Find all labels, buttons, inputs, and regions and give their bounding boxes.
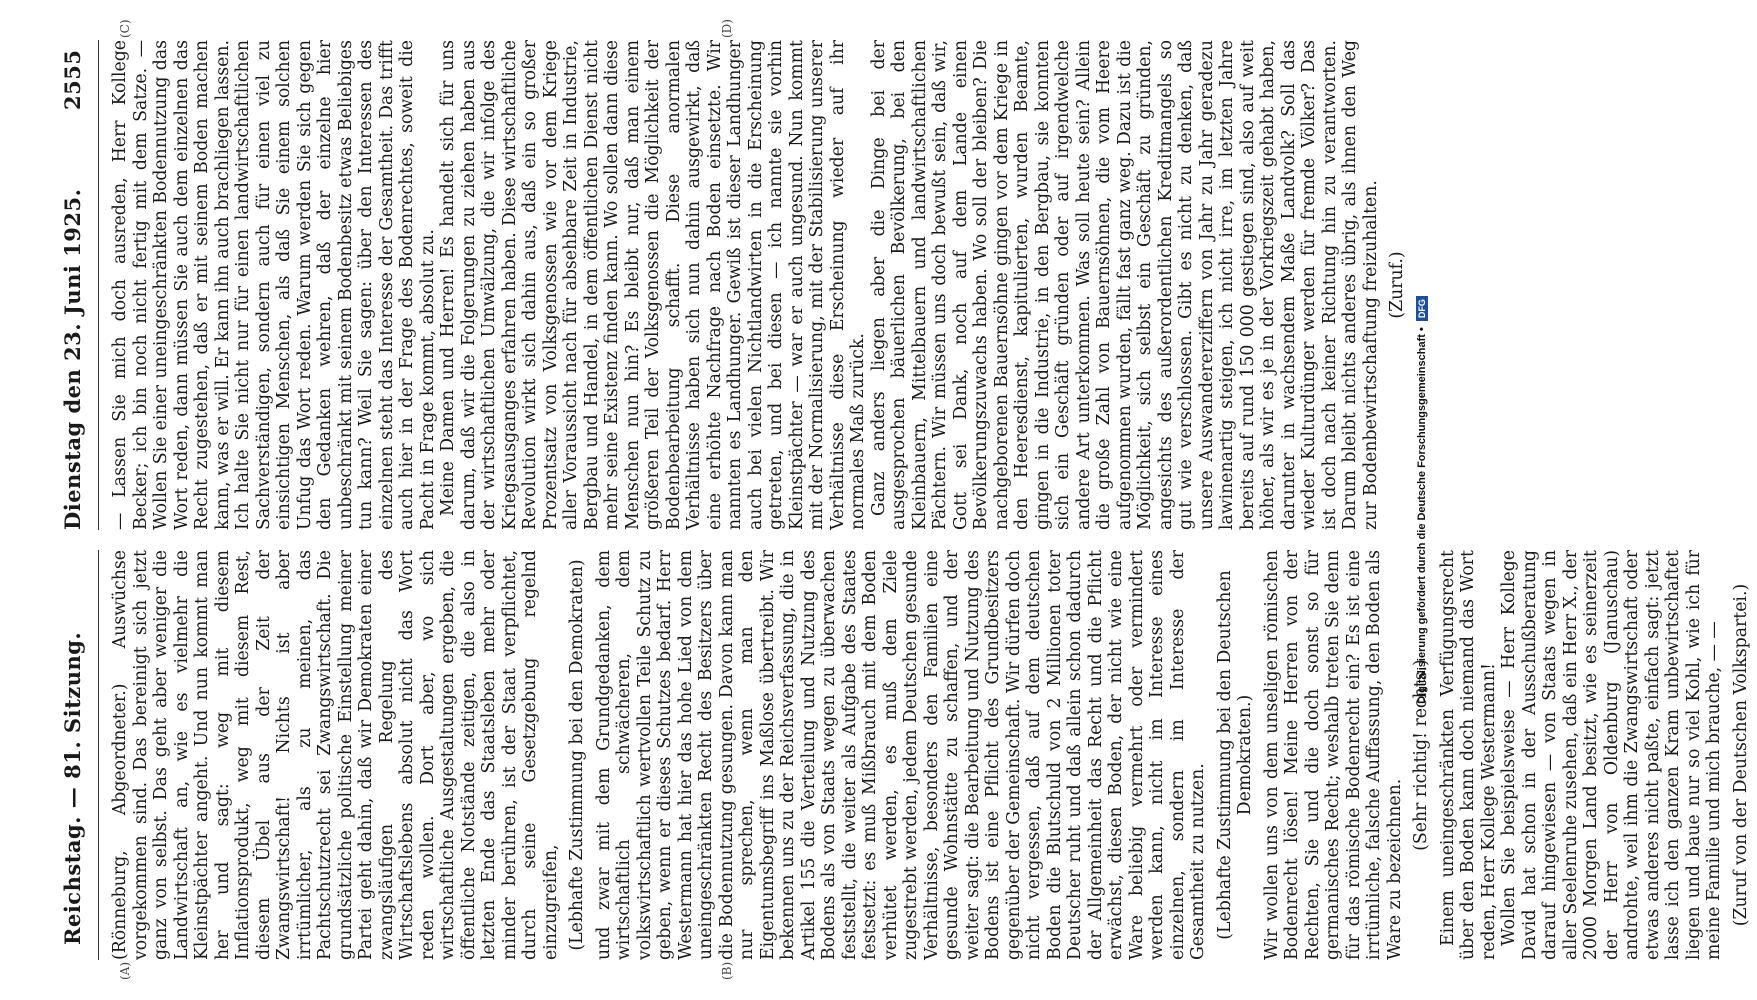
paragraph: Einem uneingeschränkten Verfügungsrecht über den Boden kann doch niemand das Wort reden, Herr Kollege Westermann! [1437, 550, 1499, 960]
funding-note: Digitalisierung gefördert durch die Deutsche Forschungsgemeinschaft • [1416, 327, 1428, 704]
remark: (Lebhafte Zustimmung bei den Demokraten) [567, 559, 587, 951]
remark: (Lebhafte Zustimmung bei den Deutschen Demokraten.) [1214, 570, 1255, 940]
header-rule-right [98, 40, 99, 530]
text-column-right [110, 40, 1414, 530]
margin-mark-b: (B) [720, 961, 734, 980]
digitization-sidebar [1410, 0, 1434, 1000]
paragraph: Wollen Sie beispielsweise — Herr Kollege David hat schon in der Ausschußberatung darauf hingewiesen — von Staats wegen in aller Seelenruhe zusehen, daß ein Herr X., der 2000 Morgen Land besitzt, wie es seinerzeit der Herr von Oldenburg (Januschau) androhte, weil ihm die Zwangswirtschaft oder etwas anderes nicht paßte, einfach sagt: jetzt lasse ich den ganzen Kram unbewirtschaftet liegen und baue nur so viel Kohl, wie ich für meine Familie und mich brauche, — — [1499, 550, 1724, 960]
dfg-logo: DFG [1416, 296, 1428, 321]
paragraph: — Lassen Sie mich doch ausreden, Herr Kollege Becker; ich bin noch nicht fertig mit dem Satze. — Wollen Sie einer uneingeschränkten Bodennutzung das Wort reden, dann müssen Sie auch dem einzelnen das Recht zugestehen, daß er mit seinem Boden machen kann, was er will. Er kann ihn auch brachliegen lassen. Ich halte Sie nicht nur für einen landwirtschaftlichen Sachverständigen, sondern auch für einen viel zu einsichtigen Menschen, als daß Sie einem solchen Unfug das Wort reden. Warum werden Sie sich gegen den Gedanken wehren, daß der einzelne hier unbeschränkt mit seinem Bodenbesitz etwas Beliebiges tun kann? Weil Sie sagen: über den Interessen des einzelnen steht das Interesse der Gesamtheit. Das trifft auch hier in der Frage des Bodenrechtes, soweit die Pacht in Frage kommt, absolut zu. [110, 40, 438, 530]
margin-mark-a: (A) [118, 961, 132, 980]
paragraph: (Rönneburg, Abgeordneter.) Auswüchse vorgekommen sind. Das bereinigt sich jetzt ganz von selbst. Das geht aber weniger die Landwirtschaft an, wie es vielmehr die Kleinstpächter angeht. Und nun kommt man her und sagt: weg mit diesem Inflationsprodukt, weg mit diesem Rest, diesem Übel aus der Zeit der Zwangswirtschaft! Nichts ist aber irrtümlicher, als zu meinen, das Pachtschutzrecht sei Zwangswirtschaft. Die grundsätzliche politische Einstellung meiner Partei geht dahin, daß wir Demokraten einer zwangsläufigen Regelung des Wirtschaftslebens absolut nicht das Wort reden wollen. Dort aber, wo sich wirtschaftliche Ausgestaltungen ergeben, die öffentliche Notstände zeitigen, die also in letzten Ende das Staatsleben mehr oder minder berühren, ist der Staat verpflichtet, durch seine Gesetzgebung regelnd einzugreifen, [110, 550, 561, 960]
paragraph: und zwar mit dem Grundgedanken, dem wirtschaftlich schwächeren, dem volkswirtschaftlich wertvollen Teile Schutz zu geben, wenn er dieses Schutzes bedarf. Herr Westermann hat hier das hohe Lied von dem uneingeschränkten Recht des Besitzers über die Bodennutzung gesungen. Davon kann man nur sprechen, wenn man den Eigentumsbegriff ins Maßlose übertreibt. Wir bekennen uns zu der Reichsverfassung, die in Artikel 155 die Verteilung und Nutzung des Bodens als von Staats wegen zu überwachen feststellt, die weiter als Aufgabe des Staates festsetzt: es muß Mißbrauch mit dem Boden verhütet werden, es muß dem Ziele zugestrebt werden, jedem Deutschen gesunde Verhältnisse, besonders den Familien eine gesunde Wohnstätte zu schaffen, und der weiter sagt: die Bearbeitung und Nutzung des Bodens ist eine Pflicht des Grundbesitzers gegenüber der Gemeinschaft. Wir dürfen doch nicht vergessen, daß auf dem deutschen Boden die Blutschuld von 2 Millionen toter Deutscher ruht und daß allein schon dadurch der Allgemeinheit das Recht und die Pflicht erwächst, diesen Boden, der nicht wie eine Ware beliebig vermehrt oder vermindert werden kann, nicht im Interesse eines einzelnen, sondern im Interesse der Gesamtheit zu nutzen. [593, 550, 1208, 960]
margin-mark-c: (C) [118, 19, 132, 38]
remark: (Zuruf.) [1387, 251, 1407, 319]
paragraph: Ganz anders liegen aber die Dinge bei der ausgesprochen bäuerlichen Bevölkerung, bei den Kleinbauern, Mittelbauern und landwirtschaftlichen Pächtern. Wir müssen uns doch bewußt sein, daß wir, Gott sei Dank, noch auf dem Lande einen Bevölkerungszuwachs haben. Wo soll der bleiben? Die nachgeborenen Bauernsöhne gingen vor dem Kriege in den Heeresdienst, kapitulierten, wurden Beamte, gingen in die Industrie, in den Bergbau, sie konnten sich ein Geschäft gründen oder auf irgendwelche andere Art unterkommen. Was soll heute sein? Allein die große Zahl von Bauernsöhnen, die vom Heere aufgenommen wurden, fällt fast ganz weg. Dazu ist die Möglichkeit, sich selbst ein Geschäft zu gründen, angesichts des außerordentlichen Kreditmangels so gut wie verschlossen. Gibt es nicht zu denken, daß unsere Auswandererziffern von Jahr zu Jahr geradezu lawinenartig steigen, ich nicht irre, im letzten Jahre bereits auf rund 150 000 gestiegen sind, also auf weit höher, als wir es je in der Vorkriegszeit gehabt haben, darunter in wachsendem Maße Landvolk? Soll das wieder Kulturdünger werden für fremde Völker? Das ist doch nach keiner Richtung hin zu verantworten. Darum bleibt nichts anderes übrig, als ihnen den Weg zur Bodenbewirtschaftung freizuhalten. [868, 40, 1381, 530]
page-number: 2555 [60, 49, 85, 110]
margin-mark-d: (D) [720, 19, 734, 38]
header-left: Reichstag. — 81. Sitzung. [60, 631, 85, 945]
header-right: Dienstag den 23. Juni 1925. [60, 188, 85, 530]
text-column-left [110, 550, 1757, 960]
paragraph: Wir wollen uns von dem unseligen römischen Bodenrecht lösen! Meine Herren von der Rechten, Sie und die doch sonst so für germanisches Recht; weshalb treten Sie denn für das römische Bodenrecht ein? Es ist eine irrtümliche, falsche Auffassung, den Boden als Ware zu bezeichnen. [1261, 550, 1405, 960]
remark: (Sehr richtig! rechts.) [1411, 659, 1431, 851]
header-rule-left [98, 550, 99, 960]
paragraph: Meine Damen und Herren! Es handelt sich für uns darum, daß wir die Folgerungen zu ziehen haben aus der wirtschaftlichen Umwälzung, die wir infolge des Kriegsausganges erfahren haben. Diese wirtschaftliche Revolution wirkt sich dahin aus, daß ein so großer Prozentsatz von Volksgenossen wie vor dem Kriege aller Voraussicht nach für absehbare Zeit in Industrie, Bergbau und Handel, in dem öffentlichen Dienst nicht mehr seine Existenz finden kann. Wo sollen dann diese Menschen nun hin? Es bleibt nur, daß man einem größeren Teil der Volksgenossen die Möglichkeit der Bodenbearbeitung schafft. Diese anormalen Verhältnisse haben sich nun dahin ausgewirkt, daß eine erhöhte Nachfrage nach Boden einsetzte. Wir nannten es Landhunger. Gewiß ist dieser Landhunger auch bei vielen Nichtlandwirten in die Erscheinung getreten, und bei diesen — ich nannte sie vorhin Kleinstpächter — war er auch ungesund. Nun kommt mit der Normalisierung, mit der Stabilisierung unserer Verhältnisse diese Erscheinung wieder auf ihr normales Maß zurück. [438, 40, 868, 530]
remark: (Zuruf von der Deutschen Volkspartei.) [1730, 583, 1751, 927]
